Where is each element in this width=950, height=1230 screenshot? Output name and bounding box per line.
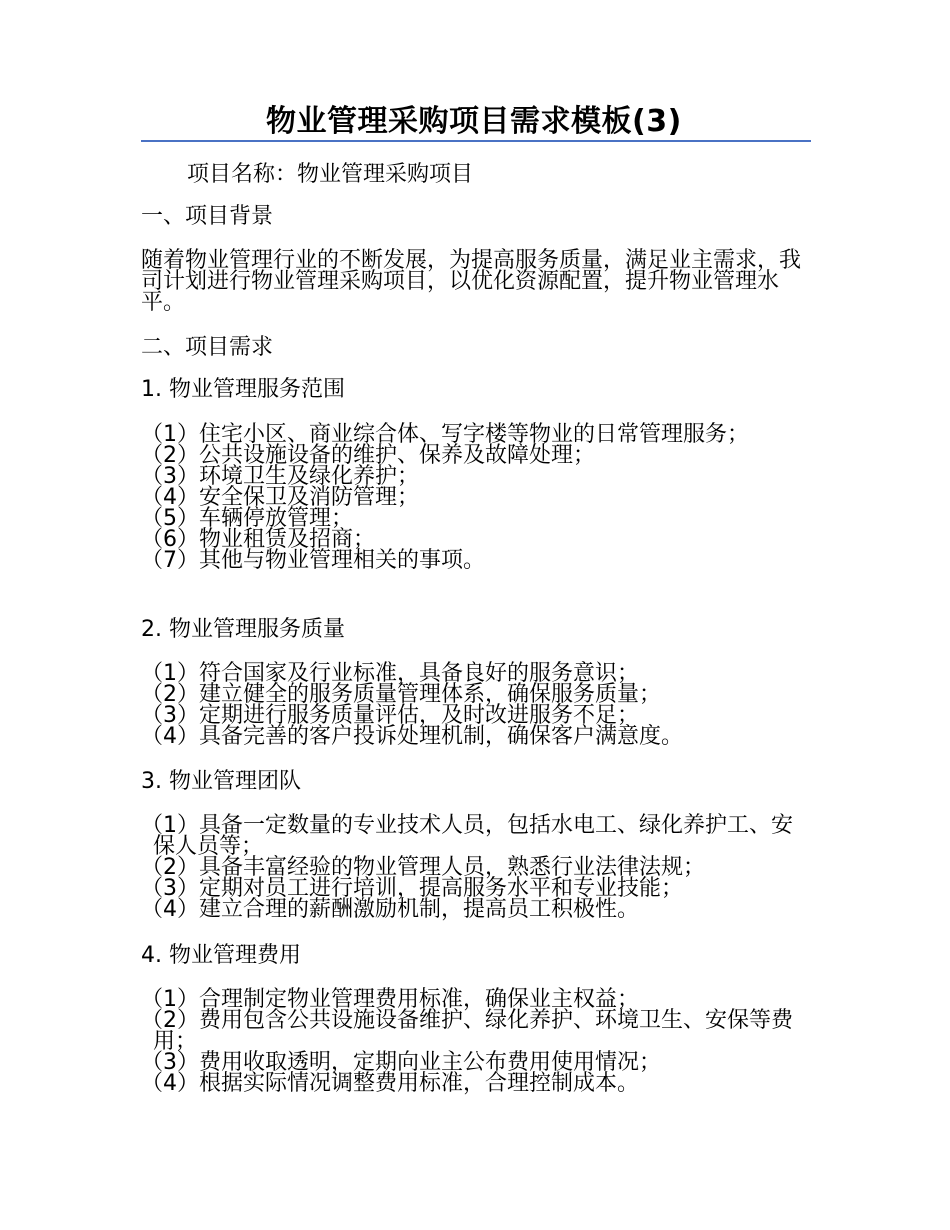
list-item: （2）费用包含公共设施设备维护、绿化养护、环境卫生、安保等费用； bbox=[141, 1008, 793, 1054]
project-name: 项目名称：物业管理采购项目 bbox=[187, 162, 474, 187]
list-item: （6）物业租赁及招商； bbox=[141, 527, 375, 552]
subsection-heading-quality: 2. 物业管理服务质量 bbox=[141, 617, 345, 642]
scope-list bbox=[141, 424, 811, 571]
list-item: （4）根据实际情况调整费用标准，合理控制成本。 bbox=[141, 1071, 639, 1096]
list-item: （2）建立健全的服务质量管理体系，确保服务质量； bbox=[141, 682, 661, 707]
list-item: （1）住宅小区、商业综合体、写字楼等物业的日常管理服务； bbox=[141, 422, 749, 447]
list-item: （4）安全保卫及消防管理； bbox=[141, 485, 419, 510]
title-block bbox=[141, 104, 811, 142]
subsection-heading-scope: 1. 物业管理服务范围 bbox=[141, 377, 345, 402]
list-item: （7）其他与物业管理相关的事项。 bbox=[141, 548, 485, 573]
list-item: （1）具备一定数量的专业技术人员，包括水电工、绿化养护工、安保人员等； bbox=[141, 813, 793, 859]
subsection-heading-fees: 4. 物业管理费用 bbox=[141, 943, 301, 968]
list-item: （2）公共设施设备的维护、保养及故障处理； bbox=[141, 443, 595, 468]
list-item: （3）环境卫生及绿化养护； bbox=[141, 464, 419, 489]
list-item: （3）定期进行服务质量评估，及时改进服务不足； bbox=[141, 703, 639, 728]
list-item: （4）建立合理的薪酬激励机制，提高员工积极性。 bbox=[141, 897, 639, 922]
subsection-heading-team: 3. 物业管理团队 bbox=[141, 769, 301, 794]
section-heading-background: 一、项目背景 bbox=[141, 204, 274, 229]
list-item: （3）费用收取透明，定期向业主公布费用使用情况； bbox=[141, 1050, 661, 1075]
quality-list bbox=[141, 663, 811, 747]
list-item: （4）具备完善的客户投诉处理机制，确保客户满意度。 bbox=[141, 724, 683, 749]
team-list bbox=[141, 815, 811, 920]
list-item: （2）具备丰富经验的物业管理人员，熟悉行业法律法规； bbox=[141, 855, 705, 880]
background-paragraph: 随着物业管理行业的不断发展，为提高服务质量，满足业主需求，我司计划进行物业管理采购项目，以优化资源配置，提升物业管理水平。 bbox=[141, 248, 802, 315]
document-title: 物业管理采购项目需求模板(3) bbox=[266, 104, 682, 139]
list-item: （1）符合国家及行业标准，具备良好的服务意识； bbox=[141, 661, 639, 686]
list-item: （1）合理制定物业管理费用标准，确保业主权益； bbox=[141, 987, 639, 1012]
section-heading-requirements: 二、项目需求 bbox=[141, 335, 274, 360]
list-item: （5）车辆停放管理； bbox=[141, 506, 353, 531]
fees-list bbox=[141, 989, 811, 1094]
list-item: （3）定期对员工进行培训，提高服务水平和专业技能； bbox=[141, 876, 683, 901]
